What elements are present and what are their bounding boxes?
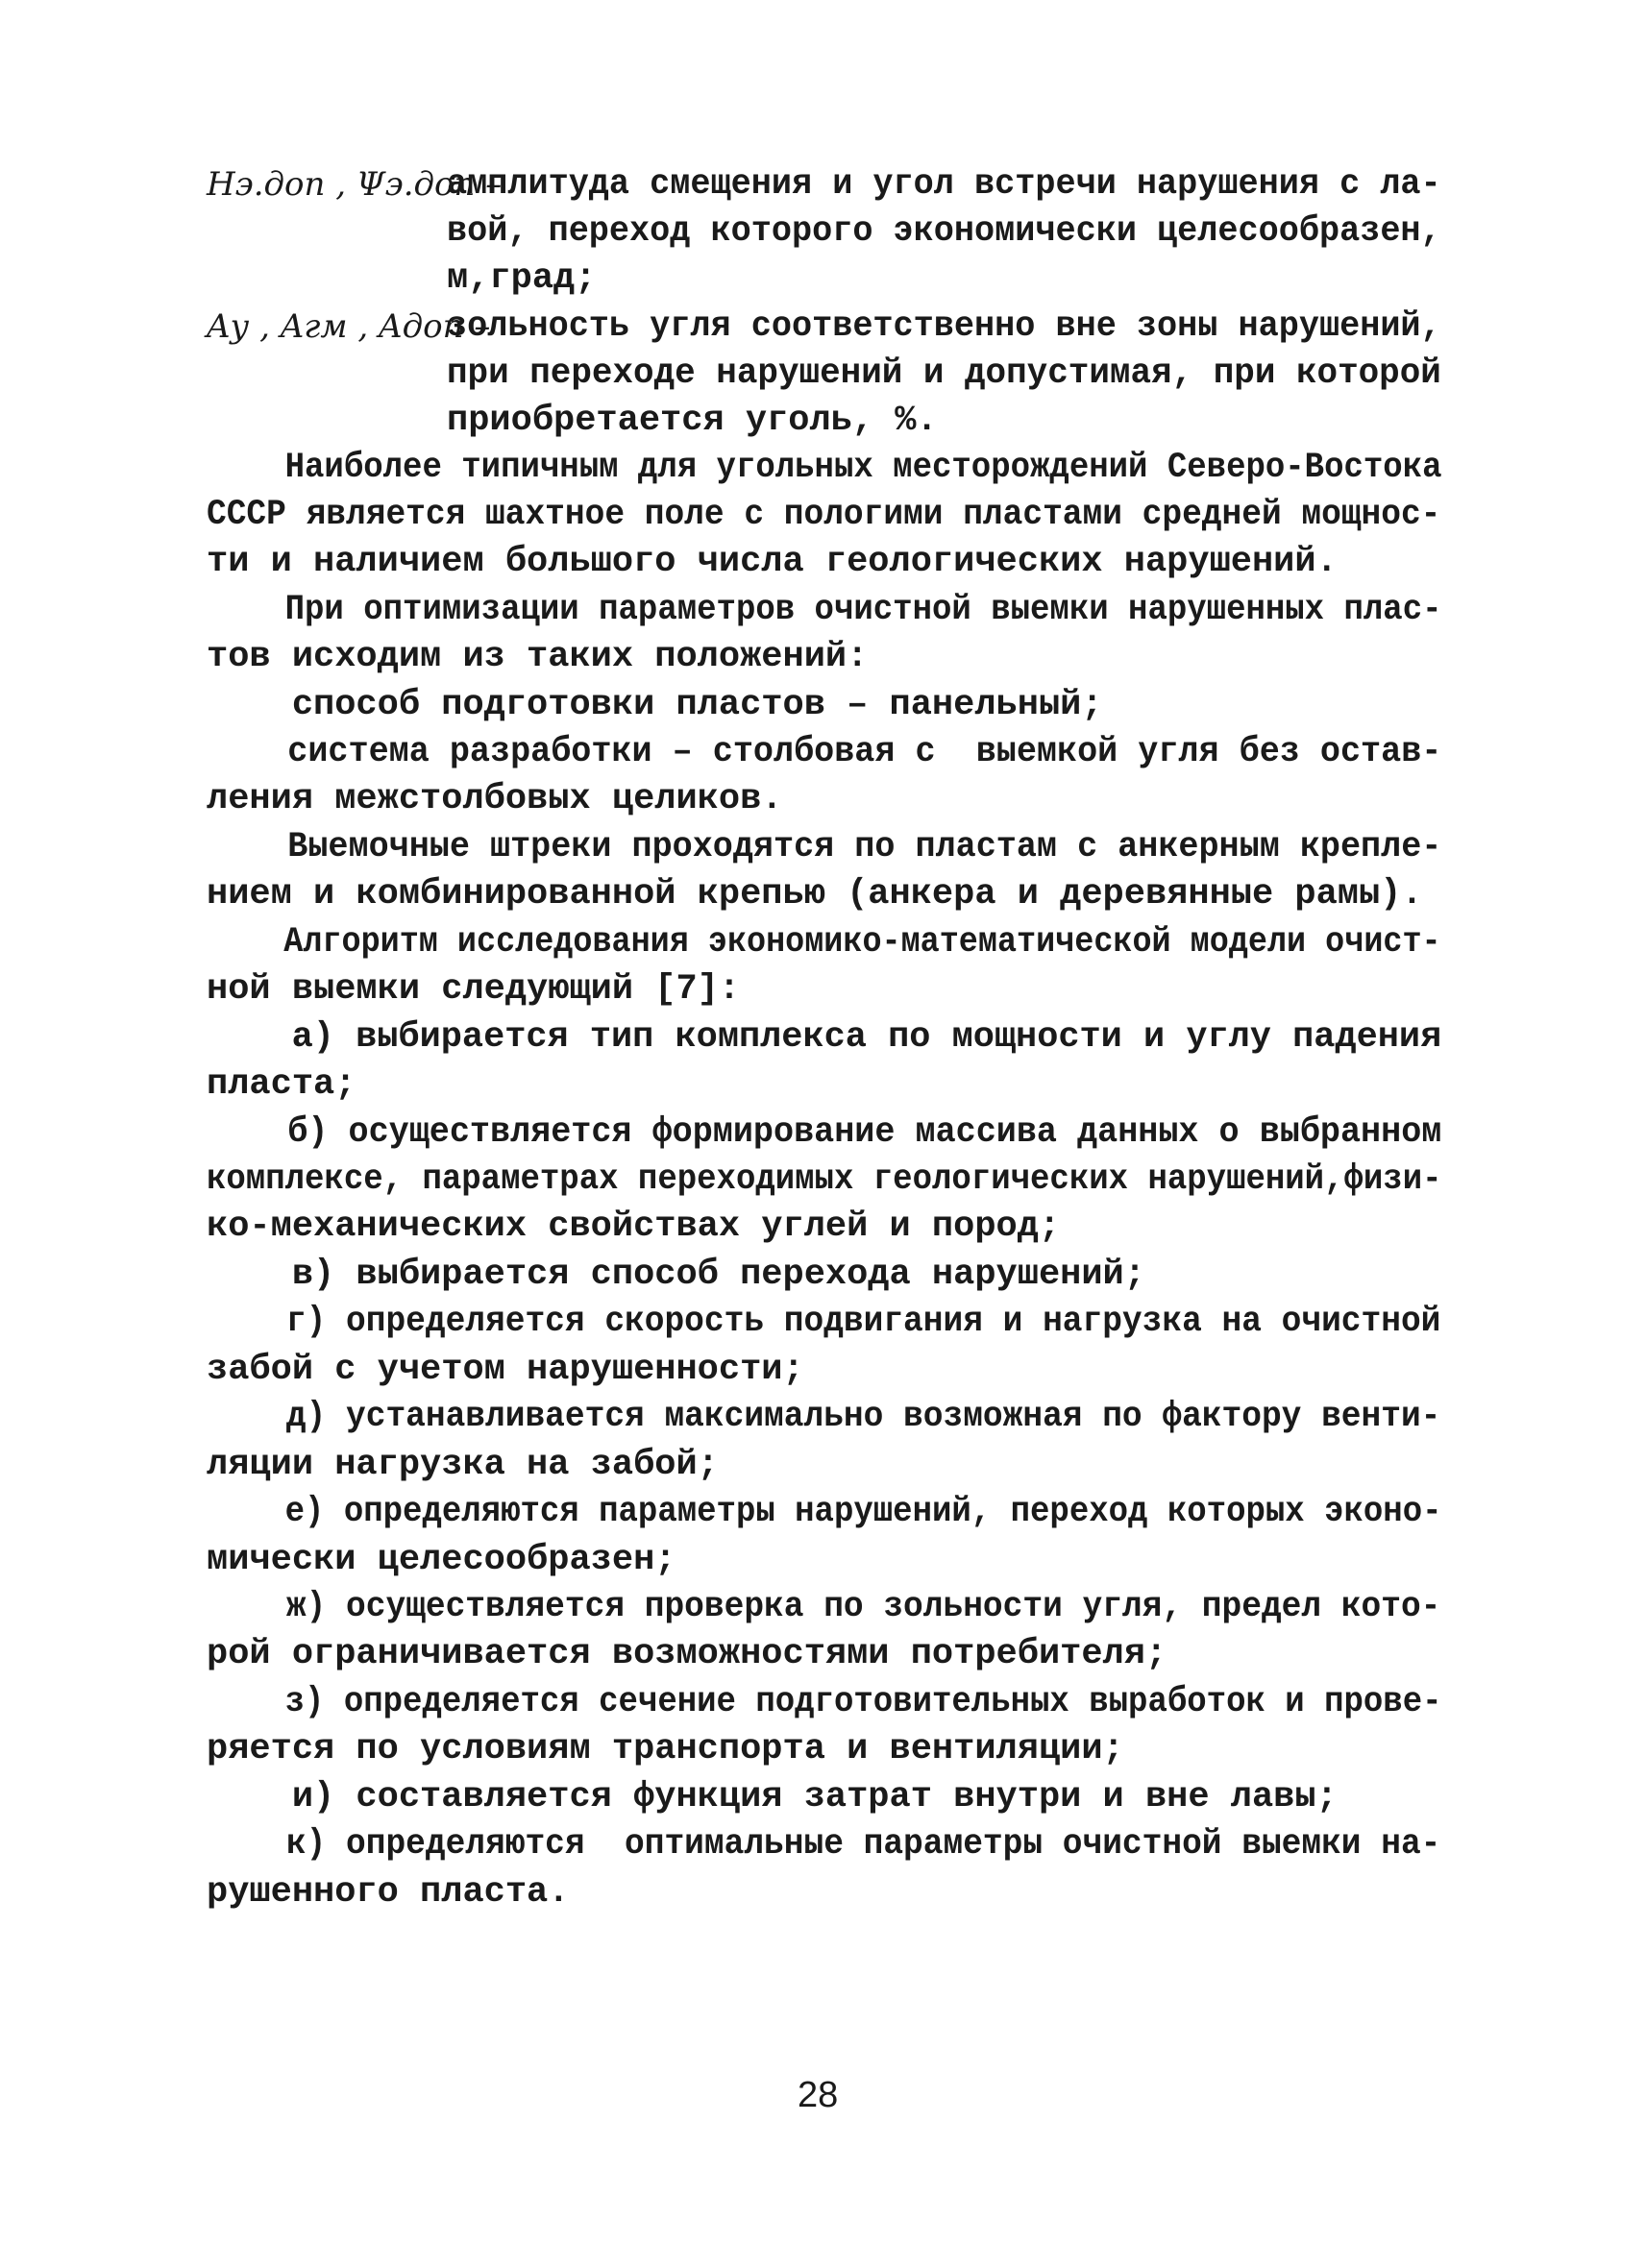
body-line: нием и комбинированной крепью (анкера и деревянные рамы). — [207, 874, 1423, 915]
definition-line: вой, переход которого экономически целесообразен, — [447, 211, 1441, 252]
body-line: ной выемки следующий [7]: — [207, 969, 741, 1010]
body-line: г) определяется скорость подвигания и нагрузка на очистной — [207, 1302, 1441, 1342]
body-line: Наиболее типичным для угольных месторождений Северо-Востока — [207, 448, 1442, 488]
body-line: тов исходим из таких положений: — [207, 637, 869, 677]
body-line: д) устанавливается максимально возможная по фактору венти- — [207, 1397, 1441, 1437]
page-number: 28 — [798, 2075, 839, 2115]
body-line: рушенного пласта. — [207, 1872, 570, 1913]
body-line: ти и наличием большого числа геологических нарушений. — [207, 542, 1338, 582]
body-line: ж) осуществляется проверка по зольности угля, предел кото- — [207, 1587, 1441, 1627]
body-line: пласта; — [207, 1064, 356, 1105]
body-line: комплексе, параметрах переходимых геологических нарушений,физи- — [207, 1159, 1442, 1200]
body-line: При оптимизации параметров очистной выемки нарушенных плас- — [207, 590, 1442, 630]
body-line: Выемочные штреки проходятся по пластам с анкерным крепле- — [207, 827, 1442, 867]
body-line: забой с учетом нарушенности; — [207, 1350, 804, 1390]
body-line: в) выбирается способ перехода нарушений; — [207, 1255, 1145, 1295]
body-line: а) выбирается тип комплекса по мощности и углу падения — [207, 1017, 1442, 1058]
body-line: Алгоритм исследования экономико-математической модели очист- — [207, 922, 1441, 963]
definition-line: при переходе нарушений и допустимая, при которой — [447, 354, 1441, 394]
body-line: ко-механических свойствах углей и пород; — [207, 1207, 1061, 1247]
definition-symbol-2: Aу , Aгм , Aдоп – — [207, 307, 491, 346]
body-line: и) составляется функция затрат внутри и вне лавы; — [207, 1777, 1338, 1817]
definition-line: м,град; — [447, 258, 597, 299]
body-line: СССР является шахтное поле с пологими пластами средней мощнос- — [207, 495, 1441, 535]
body-line: система разработки – столбовая с выемкой угля без остав- — [207, 732, 1442, 772]
body-line: з) определяется сечение подготовительных выработок и прове- — [207, 1682, 1442, 1722]
body-line: б) осуществляется формирование массива данных о выбранном — [207, 1112, 1442, 1153]
body-line: к) определяются оптимальные параметры очистной выемки на- — [207, 1824, 1441, 1865]
body-line: рой ограничивается возможностями потребителя; — [207, 1634, 1167, 1674]
body-line: ляции нагрузка на забой; — [207, 1445, 719, 1485]
definition-line: амплитуда смещения и угол встречи нарушения с ла- — [447, 164, 1441, 205]
definition-line: зольность угля соответственно вне зоны нарушений, — [447, 306, 1441, 347]
body-line: мически целесообразен; — [207, 1540, 676, 1580]
body-line: способ подготовки пластов – панельный; — [207, 685, 1103, 725]
body-line: ления межстолбовых целиков. — [207, 779, 783, 819]
definition-symbol-1: Hэ.доп , Ψэ.доп – — [207, 165, 503, 204]
definition-line: приобретается уголь, %. — [447, 401, 938, 441]
body-line: ряется по условиям транспорта и вентиляции; — [207, 1729, 1124, 1769]
body-line: е) определяются параметры нарушений, переход которых эконо- — [207, 1492, 1442, 1532]
